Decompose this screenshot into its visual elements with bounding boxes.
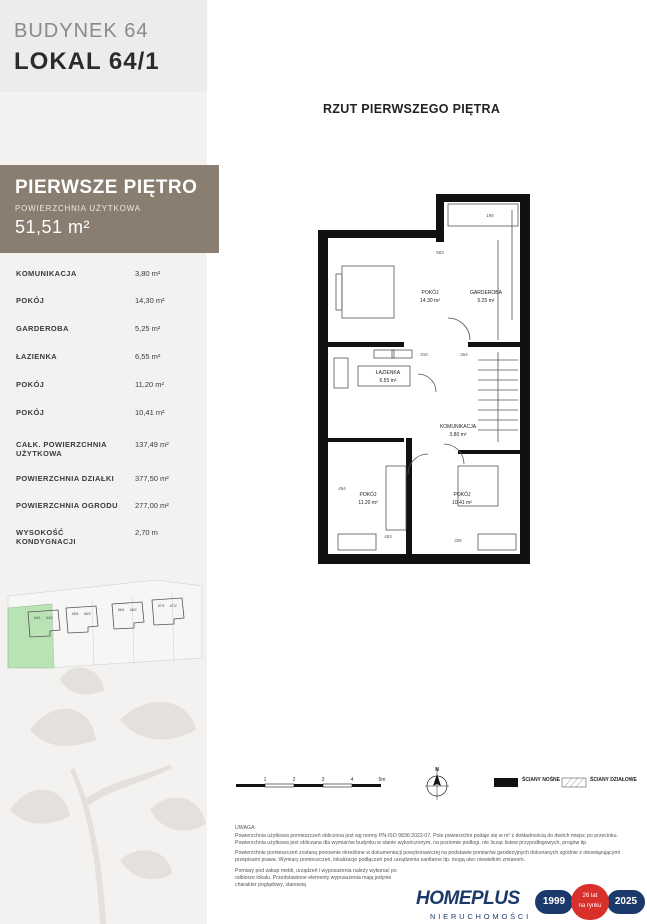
unit-name: LOKAL 64/1 bbox=[14, 48, 160, 75]
room-area-komunikacja: 3.80 m² bbox=[449, 432, 467, 438]
room-area: 5,25 m² bbox=[135, 324, 161, 333]
inner-wall bbox=[328, 438, 404, 442]
brand-name: HOMEPLUS bbox=[416, 888, 520, 909]
plot-label: 66/2 bbox=[130, 608, 137, 612]
floor-title: PIERWSZE PIĘTRO bbox=[15, 177, 198, 198]
room-area: 10,41 m² bbox=[135, 408, 165, 417]
room-name: KOMUNIKACJA bbox=[16, 269, 77, 278]
room-label-pokoj: POKÓJ bbox=[453, 492, 471, 498]
plot-label: 64/1 bbox=[34, 616, 41, 620]
plot-label: 64/2 bbox=[46, 616, 53, 620]
sidebar bbox=[0, 0, 207, 924]
room-area: 6,55 m² bbox=[135, 352, 161, 361]
staircase bbox=[478, 352, 518, 442]
room-label-pokoj: POKÓJ bbox=[359, 492, 377, 498]
plot-label: 66/1 bbox=[118, 608, 125, 612]
badge-year-end: 2025 bbox=[607, 890, 645, 914]
notes-paragraph: Powierzchnie pomieszczeń zostaną ponownie określone w dokumentacji powykonawczej na podstawie pomiarów geodezyjnych dokonanych zgodnie z obowiązującymi przepisami prawa. Wymiary pomieszczeń, lokalizacje podłączeń pod urządzenia sanitarne itp. mogą ulec niewielkim zmianom. bbox=[235, 850, 620, 864]
floor-area: 51,51 m² bbox=[15, 217, 91, 237]
scale-and-legend bbox=[232, 767, 637, 802]
scale-tick: 3 bbox=[321, 777, 325, 783]
brand-subtitle: NIERUCHOMOŚCI bbox=[430, 912, 531, 921]
dimension-label: 310 bbox=[420, 352, 428, 357]
plot-label: 65/1 bbox=[72, 612, 79, 616]
room-name: POKÓJ bbox=[16, 408, 45, 417]
floor-height-label: WYSOKOŚĆ KONDYGNACJI bbox=[16, 528, 76, 546]
room-area-lazienka: 6.55 m² bbox=[379, 378, 397, 384]
dimension-label: 195 bbox=[486, 213, 494, 218]
room-label-garderoba: GARDEROBA bbox=[470, 290, 502, 296]
dimension-label: 494 bbox=[338, 486, 346, 491]
room-label-lazienka: ŁAZIENKA bbox=[375, 370, 401, 376]
room-name: POKÓJ bbox=[16, 380, 45, 389]
inner-wall bbox=[468, 342, 520, 347]
outer-wall bbox=[318, 554, 530, 564]
dimension-label: 583 bbox=[436, 250, 444, 255]
room-area-garderoba: 5.25 m² bbox=[477, 298, 495, 304]
garden-area-label: POWIERZCHNIA OGRODU bbox=[16, 501, 118, 510]
building-name: BUDYNEK 64 bbox=[14, 20, 149, 42]
badge-year-start: 1999 bbox=[535, 890, 573, 914]
legend-partition-walls: ŚCIANY DZIAŁOWE bbox=[590, 777, 637, 783]
total-area-value: 137,49 m² bbox=[135, 440, 169, 449]
north-arrow-icon bbox=[425, 767, 449, 800]
room-area: 11,20 m² bbox=[135, 380, 165, 389]
site-map bbox=[6, 578, 202, 668]
outer-wall bbox=[520, 194, 530, 564]
room-name: ŁAZIENKA bbox=[16, 352, 58, 361]
outer-wall bbox=[318, 230, 436, 238]
plan-title: RZUT PIERWSZEGO PIĘTRA bbox=[323, 102, 501, 116]
inner-wall bbox=[458, 450, 520, 454]
legend-load-walls: ŚCIANY NOŚNE bbox=[522, 777, 560, 783]
outer-wall bbox=[436, 194, 444, 242]
notes-paragraph: Pomiary pod zakup mebli, urządzeń i wyposażenia należy wykonać po odbiorze lokalu. Przedstawione elementy wyposażenia mają jedynie charakter poglądowy, stanowią bbox=[235, 867, 397, 888]
room-area: 14,30 m² bbox=[135, 296, 165, 305]
outer-wall bbox=[318, 230, 328, 564]
room-area-pokoj: 11.20 m² bbox=[358, 500, 378, 506]
badge-years-text: na rynku bbox=[578, 903, 602, 909]
anniversary-badge bbox=[535, 884, 645, 920]
plot-label: 67/2 bbox=[170, 604, 177, 608]
dimension-label: 453 bbox=[384, 534, 392, 539]
outer-wall bbox=[436, 194, 530, 202]
notes-paragraph: Powierzchnia użytkowa pomieszczeń obliczona jest wg normy PN-ISO 9836:2022-07. Pole powierzchni podaje się w m² z dokładnością do dwóch miejsc po przecinku. Powierzchnia użytkowa jest obliczana dla wymiarów budynku w stanie wykończonym, na poziomie podłogi, nie licząc listew przypodłogowych, progów itp. bbox=[235, 832, 618, 846]
header-box bbox=[0, 0, 207, 92]
floor-subtitle: POWIERZCHNIA UŻYTKOWA bbox=[15, 204, 141, 213]
scale-tick: 2 bbox=[292, 777, 296, 783]
floor-height-value: 2,70 m bbox=[135, 528, 158, 537]
room-area-pokoj: 14.30 m² bbox=[420, 298, 440, 304]
notes-heading: UWAGA: bbox=[235, 825, 256, 831]
scale-bar bbox=[236, 777, 385, 787]
room-name: POKÓJ bbox=[16, 296, 45, 305]
garden-area-value: 277,00 m² bbox=[135, 501, 169, 510]
scale-tick: 4 bbox=[350, 777, 354, 783]
floor-summary bbox=[0, 165, 219, 253]
tree-watermark bbox=[0, 660, 207, 924]
room-area: 3,80 m² bbox=[135, 269, 161, 278]
notes bbox=[235, 825, 635, 892]
plot-area-value: 377,50 m² bbox=[135, 474, 169, 483]
room-name: GARDEROBA bbox=[16, 324, 69, 333]
room-label-pokoj: POKÓJ bbox=[421, 290, 439, 296]
room-area-pokoj: 10.41 m² bbox=[452, 500, 472, 506]
load-wall-swatch bbox=[494, 778, 518, 787]
plot-area-label: POWIERZCHNIA DZIAŁKI bbox=[16, 474, 115, 483]
svg-text:N: N bbox=[435, 767, 439, 773]
brand-logo bbox=[414, 886, 534, 922]
scale-tick: 5m bbox=[378, 777, 386, 783]
dimension-label: 325 bbox=[454, 538, 462, 543]
plot-label: 65/2 bbox=[84, 612, 91, 616]
total-area-label: CAŁK. POWIERZCHNIA UŻYTKOWA bbox=[16, 440, 107, 458]
floor-plan bbox=[318, 190, 530, 574]
scale-tick: 1 bbox=[263, 777, 267, 783]
badge-years bbox=[571, 884, 609, 920]
inner-wall bbox=[406, 438, 412, 554]
room-label-komunikacja: KOMUNIKACJA bbox=[439, 424, 477, 430]
inner-wall bbox=[328, 342, 404, 347]
plot-label: 67/1 bbox=[158, 604, 165, 608]
dimension-label: 364 bbox=[460, 352, 468, 357]
badge-years-count: 26 lat bbox=[582, 893, 598, 899]
